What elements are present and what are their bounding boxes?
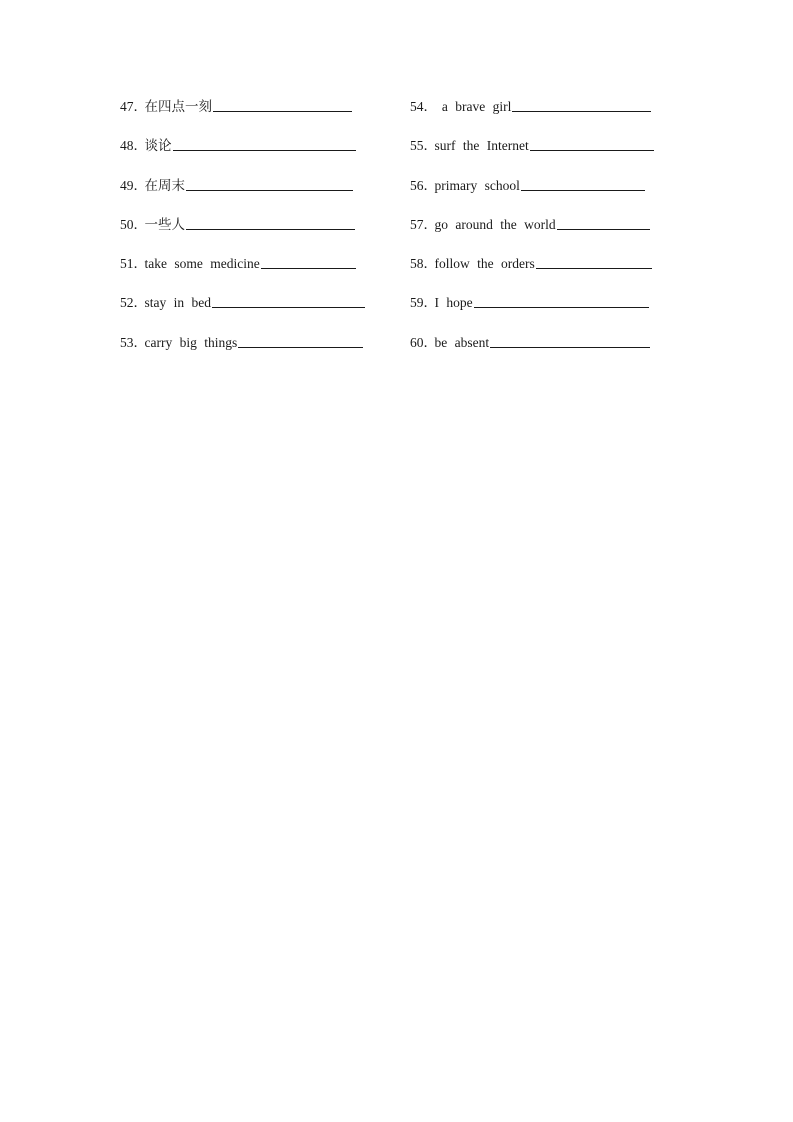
number-separator: ． <box>133 334 147 350</box>
question-number: 54 <box>410 99 424 114</box>
number-separator: ． <box>423 99 437 114</box>
number-separator: ． <box>133 138 147 154</box>
question-number: 58 <box>410 256 424 272</box>
question-item <box>410 96 680 135</box>
question-number: 52 <box>120 295 134 311</box>
question-number: 48 <box>120 138 134 154</box>
answer-blank[interactable] <box>238 335 363 348</box>
question-item <box>410 214 680 253</box>
question-phrase: primary school <box>434 177 520 193</box>
question-phrase: I hope <box>434 295 473 311</box>
question-item <box>120 135 390 174</box>
question-item <box>410 292 680 331</box>
question-phrase: take some medicine <box>144 256 260 272</box>
question-phrase: a brave girl <box>434 99 512 114</box>
answer-blank[interactable] <box>261 256 356 269</box>
question-item <box>120 332 390 371</box>
number-separator: ． <box>423 295 437 311</box>
number-separator: ． <box>423 256 437 272</box>
answer-blank[interactable] <box>530 138 654 151</box>
question-phrase: 一些人 <box>144 216 185 232</box>
question-number: 60 <box>410 334 424 350</box>
number-separator: ． <box>133 295 147 311</box>
question-item <box>410 253 680 292</box>
number-separator: ． <box>423 216 437 232</box>
question-item <box>120 292 390 331</box>
question-number: 51 <box>120 256 134 272</box>
question-phrase: go around the world <box>434 216 556 232</box>
question-phrase: follow the orders <box>434 256 535 272</box>
answer-blank[interactable] <box>490 335 650 348</box>
answer-blank[interactable] <box>212 295 365 308</box>
number-separator: ． <box>423 177 437 193</box>
answer-blank[interactable] <box>173 138 356 151</box>
question-phrase: surf the Internet <box>434 138 529 154</box>
question-phrase: stay in bed <box>144 295 211 311</box>
answer-blank[interactable] <box>186 178 353 191</box>
question-number: 57 <box>410 216 424 232</box>
number-separator: ． <box>133 177 147 193</box>
answer-blank[interactable] <box>521 178 645 191</box>
question-number: 49 <box>120 177 134 193</box>
number-separator: ． <box>133 99 147 114</box>
number-separator: ． <box>133 216 147 232</box>
number-separator: ． <box>423 138 437 154</box>
question-number: 55 <box>410 138 424 154</box>
question-phrase: 在周末 <box>144 177 185 193</box>
answer-blank[interactable] <box>474 295 649 308</box>
answer-blank[interactable] <box>536 256 652 269</box>
left-column <box>120 96 390 371</box>
answer-blank[interactable] <box>557 217 650 230</box>
number-separator: ． <box>133 256 147 272</box>
question-number: 50 <box>120 216 134 232</box>
question-item <box>120 214 390 253</box>
question-phrase: 在四点一刻 <box>144 99 212 114</box>
question-item <box>120 96 390 135</box>
question-phrase: carry big things <box>144 334 238 350</box>
question-number: 53 <box>120 334 134 350</box>
question-number: 47 <box>120 99 134 114</box>
question-item <box>410 135 680 174</box>
right-column <box>410 96 680 371</box>
question-number: 59 <box>410 295 424 311</box>
answer-blank[interactable] <box>213 99 352 112</box>
question-item <box>410 332 680 371</box>
answer-blank[interactable] <box>512 99 651 112</box>
question-phrase: 谈论 <box>144 138 172 154</box>
number-separator: ． <box>423 334 437 350</box>
question-item <box>120 253 390 292</box>
question-number: 56 <box>410 177 424 193</box>
question-item <box>120 175 390 214</box>
question-phrase: be absent <box>434 334 490 350</box>
question-item <box>410 175 680 214</box>
answer-blank[interactable] <box>186 217 355 230</box>
